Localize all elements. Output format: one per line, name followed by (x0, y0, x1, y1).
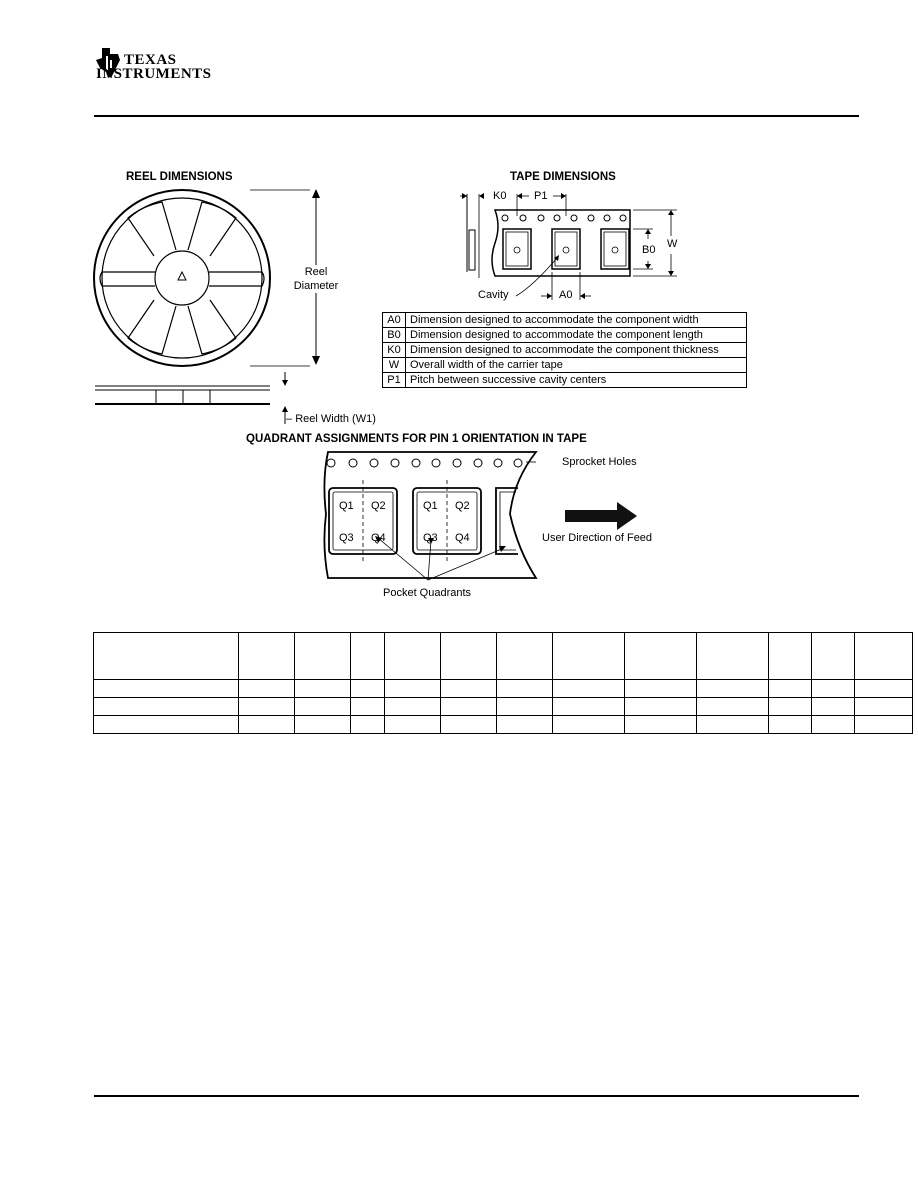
table-cell (497, 633, 553, 680)
tape-cavity-label: Cavity (478, 289, 509, 301)
table-cell (441, 716, 497, 734)
sprocket-holes-label: Sprocket Holes (562, 456, 637, 468)
table-row (94, 698, 913, 716)
table-cell (441, 680, 497, 698)
legend-desc: Dimension designed to accommodate the component width (406, 313, 747, 328)
table-cell (351, 716, 385, 734)
table-cell (769, 680, 812, 698)
table-cell (625, 633, 697, 680)
table-cell (697, 633, 769, 680)
legend-code: P1 (383, 373, 406, 388)
feed-direction-label: User Direction of Feed (542, 532, 653, 544)
pocket-quadrants-label: Pocket Quadrants (383, 587, 472, 599)
table-cell (769, 698, 812, 716)
legend-code: A0 (383, 313, 406, 328)
legend-desc: Overall width of the carrier tape (406, 358, 747, 373)
table-cell (239, 633, 295, 680)
table-cell (497, 680, 553, 698)
table-cell (239, 698, 295, 716)
tape-k0-label: K0 (493, 190, 507, 202)
table-cell (94, 680, 239, 698)
legend-code: W (383, 358, 406, 373)
reel-title: REEL DIMENSIONS (126, 171, 233, 183)
reel-width-text: Reel Width (W1) (295, 413, 376, 425)
table-cell (441, 698, 497, 716)
table-cell (769, 633, 812, 680)
table-cell (812, 698, 855, 716)
table-cell (697, 680, 769, 698)
q1-label-a: Q1 (339, 500, 354, 512)
quadrant-title: QUADRANT ASSIGNMENTS FOR PIN 1 ORIENTATION IN TAPE (246, 433, 587, 445)
table-cell (697, 716, 769, 734)
reel-data-table (93, 632, 913, 734)
table-cell (385, 716, 441, 734)
table-cell (855, 680, 913, 698)
table-cell (351, 680, 385, 698)
table-cell (239, 680, 295, 698)
table-cell (812, 716, 855, 734)
reel-width-leader: – (286, 413, 296, 425)
table-cell (697, 698, 769, 716)
table-cell (855, 698, 913, 716)
table-cell (553, 716, 625, 734)
q3-label-a: Q3 (339, 532, 354, 544)
table-cell (385, 633, 441, 680)
q2-label-a: Q2 (371, 500, 386, 512)
header-rule (94, 115, 859, 117)
table-cell (769, 716, 812, 734)
table-row (94, 680, 913, 698)
tape-diagram (455, 186, 695, 306)
legend-code: B0 (383, 328, 406, 343)
footer-rule (94, 1095, 859, 1097)
legend-row (383, 313, 747, 328)
table-row (94, 716, 913, 734)
tape-p1-label: P1 (534, 190, 548, 202)
legend-code: K0 (383, 343, 406, 358)
logo-word-instruments: INSTRUMENTS (96, 66, 212, 82)
table-cell (94, 716, 239, 734)
legend-row (383, 328, 747, 343)
logo-word-texas: TEXAS (124, 52, 177, 68)
table-cell (351, 698, 385, 716)
q1-label-b: Q1 (423, 500, 438, 512)
table-cell (812, 680, 855, 698)
legend-desc: Dimension designed to accommodate the component length (406, 328, 747, 343)
table-cell (385, 698, 441, 716)
q2-label-b: Q2 (455, 500, 470, 512)
table-cell (295, 680, 351, 698)
reel-diameter-label (286, 265, 346, 293)
tape-w-label: W (667, 238, 678, 250)
legend-row (383, 343, 747, 358)
table-cell (441, 633, 497, 680)
tape-title: TAPE DIMENSIONS (510, 171, 616, 183)
reel-diameter-label-line1: Reel (304, 266, 328, 278)
table-cell (497, 716, 553, 734)
reel-diameter-label-line2: Diameter (293, 280, 339, 292)
tape-b0-label: B0 (642, 244, 656, 256)
tape-a0-label: A0 (559, 289, 573, 301)
table-header-row (94, 633, 913, 680)
legend-desc: Pitch between successive cavity centers (406, 373, 747, 388)
reel-diagram (90, 186, 310, 436)
table-cell (625, 698, 697, 716)
table-cell (553, 680, 625, 698)
table-cell (94, 633, 239, 680)
table-cell (239, 716, 295, 734)
table-cell (385, 680, 441, 698)
table-cell (295, 698, 351, 716)
q4-label-b: Q4 (455, 532, 470, 544)
q4-label-a: Q4 (371, 532, 386, 544)
legend-row (383, 373, 747, 388)
table-cell (625, 716, 697, 734)
reel-width-label (286, 413, 376, 425)
table-cell (497, 698, 553, 716)
legend-row (383, 358, 747, 373)
table-cell (855, 716, 913, 734)
table-cell (553, 698, 625, 716)
feed-arrow-icon (565, 502, 639, 530)
q3-label-b: Q3 (423, 532, 438, 544)
table-cell (351, 633, 385, 680)
tape-legend-table (382, 312, 747, 388)
table-cell (295, 716, 351, 734)
table-cell (855, 633, 913, 680)
table-cell (295, 633, 351, 680)
ti-logo (94, 46, 224, 86)
table-cell (812, 633, 855, 680)
legend-desc: Dimension designed to accommodate the component thickness (406, 343, 747, 358)
quadrant-diagram (318, 450, 548, 582)
table-cell (94, 698, 239, 716)
table-cell (553, 633, 625, 680)
table-cell (625, 680, 697, 698)
